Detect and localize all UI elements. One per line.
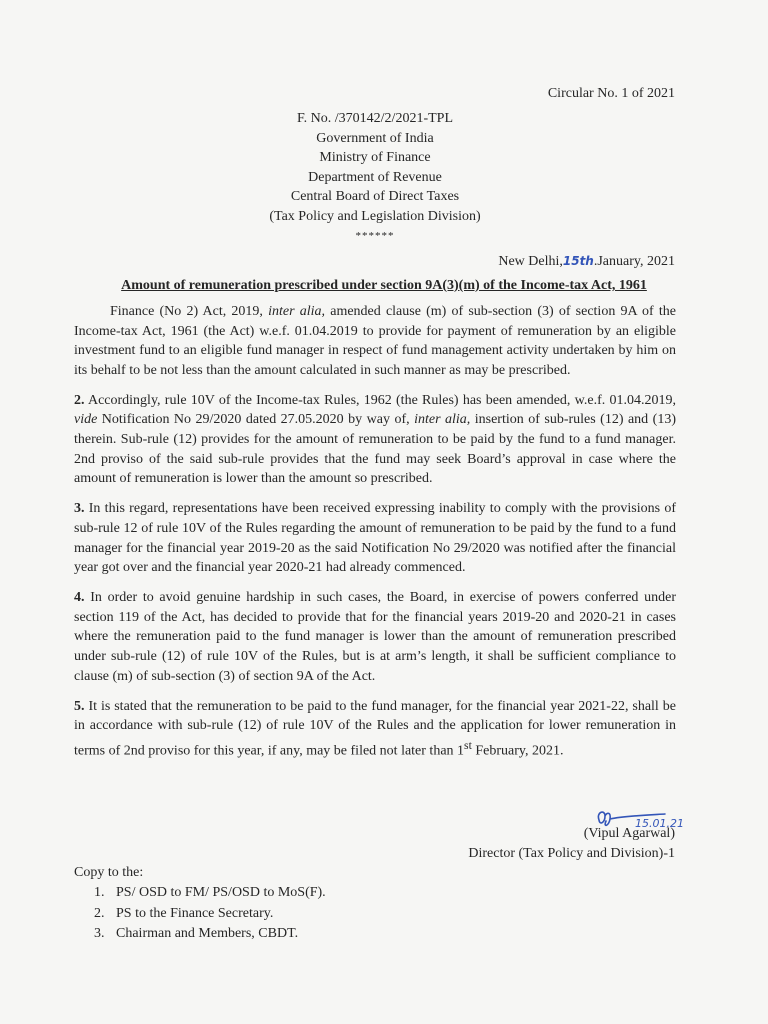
copy-to-label: Copy to the: — [74, 865, 144, 880]
paragraph-3: 3. In this regard, representations have been received expressing inability to comply with the provisions of sub-rule 12 of rule 10V of the Rules regarding the amount of remuneration to be paid by the fund to a fund manager for the financial year 2019-20 as the said Notification No 29/2020 was notified after the financial year got over and the financial year 2020-21 had already commenced. — [74, 501, 676, 576]
circular-body — [74, 302, 676, 772]
division-line: (Tax Policy and Legislation Division) — [269, 208, 481, 224]
separator: ****** — [355, 230, 395, 242]
department-line: Department of Revenue — [308, 169, 442, 185]
handwritten-day: 15th — [562, 254, 594, 268]
file-number: F. No. /370142/2/2021-TPL — [297, 111, 453, 126]
list-item: 1. PS/ OSD to FM/ PS/OSD to MoS(F). — [94, 885, 326, 900]
copy-to-list — [94, 883, 326, 945]
circular-number: Circular No. 1 of 2021 — [547, 86, 675, 101]
signatory-name: (Vipul Agarwal) — [583, 826, 675, 841]
list-item: 2. PS to the Finance Secretary. — [94, 905, 274, 921]
signatory-designation: Director (Tax Policy and Division)-1 — [468, 846, 675, 861]
signature-date: 15.01.21 — [635, 817, 684, 830]
date-line — [498, 254, 675, 270]
paragraph-number: 2. — [74, 392, 85, 408]
paragraph-2: 2. Accordingly, rule 10V of the Income-tax Rules, 1962 (the Rules) has been amended, w.e.f. 01.04.2019, vide Notification No 29/2020 dated 27.05.2020 by way of, inter alia, insertion of sub-rules (12) and (13) therein. Sub-rule (12) provides for the amount of remuneration to be paid by the fund to a fund manager. 2nd proviso of the said sub-rule provides that the fund may seek Board’s approval in case where the amount of remuneration is lower than the amount so prescribed. — [74, 392, 676, 487]
paragraph-number: 4. — [74, 590, 85, 606]
ministry-line: Ministry of Finance — [319, 150, 431, 165]
date-suffix: .January, 2021 — [593, 254, 675, 269]
paragraph-number: 3. — [74, 501, 85, 517]
list-item: 3. Chairman and Members, CBDT. — [94, 926, 299, 941]
paragraph-5: 5. It is stated that the remuneration to be paid to the fund manager, for the financial year 2021-22, shall be in accordance with sub-rule (12) of rule 10V of the Rules and the application for lower remuneration in terms of 2nd proviso for this year, if any, may be filed not later than 1st February, 2021. — [74, 698, 676, 759]
board-line: Central Board of Direct Taxes — [290, 189, 460, 204]
paragraph-number: 5. — [74, 698, 85, 714]
government-line: Government of India — [316, 130, 434, 146]
paragraph-4: 4. In order to avoid genuine hardship in such cases, the Board, in exercise of powers conferred under section 119 of the Act, has decided to provide that for the financial years 2019-20 and 2020-21 in cases where the remuneration paid to the fund manager is lower than the amount of remuneration prescribed under sub-rule (12) of rule 10V of the Rules, but is at arm’s length, it shall be sufficient compliance to clause (m) of sub-section (3) of section 9A of the Act. — [74, 590, 676, 684]
date-prefix: New Delhi, — [498, 254, 563, 269]
subject-heading: Amount of remuneration prescribed under section 9A(3)(m) of the Income-tax Act, 1961 — [121, 278, 647, 293]
letterhead — [0, 109, 768, 247]
paragraph-1: Finance (No 2) Act, 2019, inter alia, amended clause (m) of sub-section (3) of section 9A of the Income-tax Act, 1961 (the Act) w.e.f. 01.04.2019 to provide for payment of remuneration by an eligible investment fund to an eligible fund manager in respect of fund management activity undertaken by him on its behalf to be not less than the amount calculated in such manner as may be prescribed. — [74, 304, 676, 378]
